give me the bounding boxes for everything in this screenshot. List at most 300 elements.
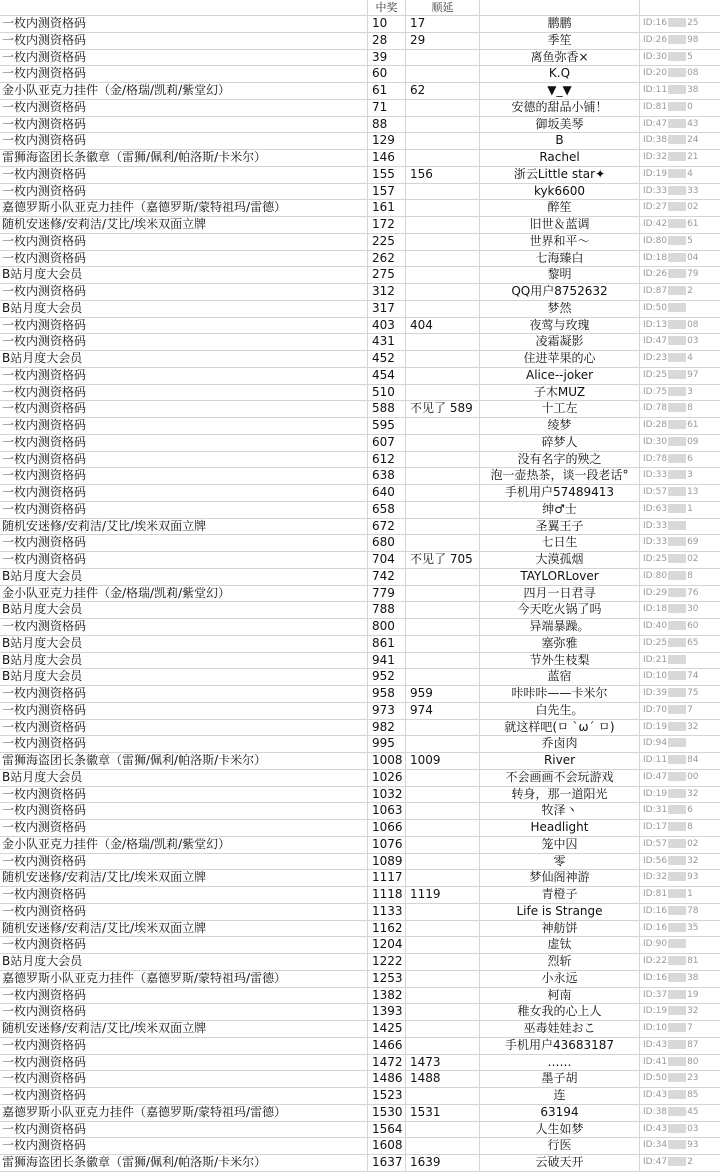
prize-cell: 一枚内测资格码 (0, 535, 368, 551)
table-row (0, 16, 720, 33)
prize-cell: 一枚内测资格码 (0, 167, 368, 183)
redaction-mask (668, 269, 686, 278)
next-number-cell (406, 133, 480, 149)
redaction-mask (668, 1157, 686, 1166)
redaction-mask (668, 805, 686, 814)
id-suffix: 23 (687, 1073, 699, 1084)
user-id-cell (640, 937, 720, 953)
prize-cell: B站月度大会员 (0, 954, 368, 970)
win-number-cell: 1608 (368, 1138, 406, 1154)
next-number-cell (406, 1004, 480, 1020)
table-body (0, 16, 720, 1172)
user-id-cell (640, 1038, 720, 1054)
table-row (0, 418, 720, 435)
win-number-cell: 1530 (368, 1105, 406, 1121)
prize-cell: 一枚内测资格码 (0, 1122, 368, 1138)
table-row (0, 1155, 720, 1172)
table-row (0, 1021, 720, 1038)
username-cell: ▼_▼ (480, 83, 640, 99)
next-number-cell (406, 351, 480, 367)
win-number-cell: 1486 (368, 1071, 406, 1087)
next-number-cell (406, 234, 480, 250)
id-prefix: ID:33 (643, 520, 668, 531)
next-number-cell (406, 301, 480, 317)
next-number-cell (406, 1038, 480, 1054)
user-id-cell (640, 368, 720, 384)
prize-cell: 一枚内测资格码 (0, 284, 368, 300)
user-id-cell (640, 452, 720, 468)
username-cell: 巫毒娃娃おこ (480, 1021, 640, 1037)
id-suffix: 3 (687, 386, 693, 397)
id-prefix: ID:22 (643, 956, 668, 966)
table-row (0, 452, 720, 469)
prize-cell: 金小队亚克力挂件（金/格瑞/凯莉/紫堂幻） (0, 837, 368, 853)
id-prefix: ID:27 (643, 202, 668, 213)
username-cell: 63194 (480, 1105, 640, 1121)
id-prefix: ID:10 (643, 1023, 668, 1033)
redaction-mask (668, 638, 686, 647)
next-number-cell (406, 502, 480, 518)
id-prefix: ID:40 (643, 621, 668, 631)
id-prefix: ID:90 (643, 939, 668, 950)
prize-cell: 一枚内测资格码 (0, 686, 368, 702)
id-prefix: ID:25 (643, 369, 668, 380)
prize-cell: 一枚内测资格码 (0, 787, 368, 803)
username-cell: Life is Strange (480, 904, 640, 920)
user-id-cell (640, 267, 720, 283)
username-cell: 手机用户57489413 (480, 485, 640, 501)
id-prefix: ID:23 (643, 353, 668, 363)
id-suffix: 69 (687, 537, 699, 548)
prize-cell: 一枚内测资格码 (0, 33, 368, 49)
user-id-cell (640, 854, 720, 870)
table-row (0, 301, 720, 318)
prize-cell: 雷狮海盗团长条徽章（雷狮/佩利/帕洛斯/卡米尔） (0, 1155, 368, 1171)
user-id-cell (640, 971, 720, 987)
id-prefix: ID:32 (643, 152, 668, 162)
id-prefix: ID:16 (643, 905, 668, 916)
redaction-mask (668, 1140, 686, 1149)
id-suffix: 5 (687, 51, 693, 62)
id-prefix: ID:38 (643, 1106, 668, 1117)
username-cell: K.Q (480, 66, 640, 82)
username-cell: Alice--joker (480, 368, 640, 384)
win-number-cell: 982 (368, 720, 406, 736)
prize-cell: 一枚内测资格码 (0, 234, 368, 250)
table-row (0, 66, 720, 83)
win-number-cell: 952 (368, 669, 406, 685)
user-id-cell (640, 703, 720, 719)
win-number-cell: 1472 (368, 1055, 406, 1071)
user-id-cell (640, 133, 720, 149)
username-cell: 御坂美琴 (480, 117, 640, 133)
id-prefix: ID:26 (643, 34, 668, 45)
next-number-cell (406, 184, 480, 200)
user-id-cell (640, 837, 720, 853)
username-cell: 手机用户43683187 (480, 1038, 640, 1054)
table-row (0, 736, 720, 753)
next-number-cell (406, 937, 480, 953)
id-suffix: 7 (687, 1023, 693, 1033)
user-id-cell (640, 167, 720, 183)
id-prefix: ID:16 (643, 922, 668, 933)
prize-cell: 一枚内测资格码 (0, 66, 368, 82)
next-number-cell: 974 (406, 703, 480, 719)
user-id-cell (640, 1105, 720, 1121)
next-number-cell (406, 418, 480, 434)
win-number-cell: 1117 (368, 870, 406, 886)
id-suffix: 32 (687, 788, 699, 799)
user-id-cell (640, 33, 720, 49)
table-row (0, 133, 720, 150)
user-id-cell (640, 334, 720, 350)
id-prefix: ID:87 (643, 286, 668, 296)
user-id-cell (640, 535, 720, 551)
table-row (0, 870, 720, 887)
id-suffix: 35 (687, 922, 699, 933)
table-row (0, 33, 720, 50)
id-prefix: ID:78 (643, 453, 668, 464)
user-id-cell (640, 251, 720, 267)
win-number-cell: 680 (368, 535, 406, 551)
redaction-mask (668, 755, 686, 764)
win-number-cell: 638 (368, 468, 406, 484)
prize-cell: 一枚内测资格码 (0, 1038, 368, 1054)
win-number-cell: 742 (368, 569, 406, 585)
prize-cell: 嘉德罗斯小队亚克力挂件（嘉德罗斯/蒙特祖玛/雷德） (0, 200, 368, 216)
username-cell: 神舫饼 (480, 921, 640, 937)
next-number-cell: 156 (406, 167, 480, 183)
redaction-mask (668, 688, 686, 697)
username-cell: 黎明 (480, 267, 640, 283)
prize-cell: B站月度大会员 (0, 770, 368, 786)
table-row (0, 1105, 720, 1122)
table-row (0, 904, 720, 921)
win-number-cell: 704 (368, 552, 406, 568)
id-suffix: 7 (687, 704, 693, 715)
id-suffix: 43 (687, 118, 699, 129)
id-suffix: 0 (687, 101, 693, 112)
id-prefix: ID:43 (643, 1090, 668, 1100)
prize-cell: 随机安迷修/安莉洁/艾比/埃米双面立牌 (0, 217, 368, 233)
user-id-cell (640, 318, 720, 334)
win-number-cell: 1564 (368, 1122, 406, 1138)
user-id-cell (640, 117, 720, 133)
username-cell: 人生如梦 (480, 1122, 640, 1138)
id-suffix: 4 (687, 353, 693, 363)
next-number-cell (406, 1122, 480, 1138)
next-number-cell (406, 368, 480, 384)
table-row (0, 569, 720, 586)
win-number-cell: 779 (368, 586, 406, 602)
win-number-cell: 1133 (368, 904, 406, 920)
user-id-cell (640, 50, 720, 66)
table-row (0, 217, 720, 234)
win-number-cell: 312 (368, 284, 406, 300)
redaction-mask (668, 856, 686, 865)
next-number-cell (406, 452, 480, 468)
id-prefix: ID:47 (643, 118, 668, 129)
table-row (0, 83, 720, 100)
win-number-cell: 88 (368, 117, 406, 133)
prize-cell: 一枚内测资格码 (0, 1088, 368, 1104)
next-number-cell (406, 284, 480, 300)
redaction-mask (668, 1090, 686, 1099)
id-suffix: 33 (687, 185, 699, 196)
username-cell: 小永远 (480, 971, 640, 987)
id-prefix: ID:19 (643, 788, 668, 799)
win-number-cell: 71 (368, 100, 406, 116)
user-id-cell (640, 669, 720, 685)
id-suffix: 21 (687, 152, 699, 162)
id-prefix: ID:75 (643, 386, 668, 397)
win-number-cell: 1066 (368, 820, 406, 836)
username-cell: 云破天开 (480, 1155, 640, 1171)
table-row (0, 803, 720, 820)
id-prefix: ID:33 (643, 470, 668, 481)
prize-cell: 一枚内测资格码 (0, 452, 368, 468)
redaction-mask (668, 1124, 686, 1133)
table-row (0, 334, 720, 351)
id-prefix: ID:63 (643, 503, 668, 514)
username-cell: 塞弥雅 (480, 636, 640, 652)
prize-cell: 雷狮海盗团长条徽章（雷狮/佩利/帕洛斯/卡米尔） (0, 753, 368, 769)
win-number-cell: 155 (368, 167, 406, 183)
next-number-cell: 1531 (406, 1105, 480, 1121)
table-row (0, 385, 720, 402)
username-cell: …… (480, 1055, 640, 1071)
prize-cell: 嘉德罗斯小队亚克力挂件（嘉德罗斯/蒙特祖玛/雷德） (0, 1105, 368, 1121)
table-row (0, 971, 720, 988)
next-number-cell: 不见了 589 (406, 401, 480, 417)
redaction-mask (668, 119, 686, 128)
user-id-cell (640, 1138, 720, 1154)
win-number-cell: 454 (368, 368, 406, 384)
table-row (0, 50, 720, 67)
table-row (0, 502, 720, 519)
username-cell: 住进苹果的心 (480, 351, 640, 367)
win-number-cell: 60 (368, 66, 406, 82)
next-number-cell: 1488 (406, 1071, 480, 1087)
next-number-cell (406, 385, 480, 401)
id-suffix: 2 (687, 1157, 693, 1167)
id-prefix: ID:19 (643, 721, 668, 732)
username-cell: TAYLORLover (480, 569, 640, 585)
next-number-cell (406, 837, 480, 853)
id-prefix: ID:80 (643, 235, 668, 246)
redaction-mask (668, 872, 686, 881)
win-number-cell: 61 (368, 83, 406, 99)
id-suffix: 03 (687, 1123, 699, 1134)
prize-cell: 随机安迷修/安莉洁/艾比/埃米双面立牌 (0, 1021, 368, 1037)
prize-cell: B站月度大会员 (0, 569, 368, 585)
prize-cell: 一枚内测资格码 (0, 820, 368, 836)
username-cell: 柯南 (480, 988, 640, 1004)
win-number-cell: 161 (368, 200, 406, 216)
id-suffix: 8 (687, 822, 693, 832)
username-cell: 蓝宿 (480, 669, 640, 685)
prize-cell: 一枚内测资格码 (0, 552, 368, 568)
table-row (0, 267, 720, 284)
username-cell: 大漠孤烟 (480, 552, 640, 568)
table-row (0, 150, 720, 167)
redaction-mask (668, 1006, 686, 1015)
id-prefix: ID:21 (643, 654, 668, 665)
username-cell: 醉笙 (480, 200, 640, 216)
next-number-cell: 62 (406, 83, 480, 99)
username-cell: 连 (480, 1088, 640, 1104)
next-number-cell (406, 334, 480, 350)
win-number-cell: 431 (368, 334, 406, 350)
redaction-mask (668, 621, 686, 630)
win-number-cell: 595 (368, 418, 406, 434)
id-prefix: ID:56 (643, 855, 668, 866)
user-id-cell (640, 435, 720, 451)
redaction-mask (668, 1040, 686, 1049)
redaction-mask (668, 186, 686, 195)
id-suffix: 76 (687, 587, 699, 598)
id-prefix: ID:33 (643, 537, 668, 548)
prize-cell: 一枚内测资格码 (0, 334, 368, 350)
table-row (0, 1004, 720, 1021)
id-prefix: ID:80 (643, 570, 668, 581)
redaction-mask (668, 722, 686, 731)
username-cell: 烈斩 (480, 954, 640, 970)
next-number-cell (406, 954, 480, 970)
win-number-cell: 607 (368, 435, 406, 451)
id-suffix: 04 (687, 252, 699, 263)
user-id-cell (640, 921, 720, 937)
id-prefix: ID:25 (643, 637, 668, 648)
id-prefix: ID:16 (643, 18, 668, 28)
id-prefix: ID:78 (643, 403, 668, 414)
win-number-cell: 28 (368, 33, 406, 49)
next-number-cell (406, 435, 480, 451)
username-cell: 稚女我的心上人 (480, 1004, 640, 1020)
redaction-mask (668, 487, 686, 496)
prize-cell: 一枚内测资格码 (0, 904, 368, 920)
id-prefix: ID:57 (643, 487, 668, 497)
redaction-mask (668, 822, 686, 831)
user-id-cell (640, 83, 720, 99)
win-number-cell: 1204 (368, 937, 406, 953)
user-id-cell (640, 100, 720, 116)
id-prefix: ID:94 (643, 738, 668, 749)
table-row (0, 234, 720, 251)
table-row (0, 1088, 720, 1105)
prize-cell: 一枚内测资格码 (0, 401, 368, 417)
username-cell: 凌霜凝影 (480, 334, 640, 350)
redaction-mask (668, 1107, 686, 1116)
redaction-mask (668, 1023, 686, 1032)
table-row (0, 602, 720, 619)
redaction-mask (668, 973, 686, 982)
id-suffix: 8 (687, 403, 693, 414)
prize-cell: 一枚内测资格码 (0, 736, 368, 752)
user-id-cell (640, 904, 720, 920)
win-number-cell: 317 (368, 301, 406, 317)
next-number-cell (406, 267, 480, 283)
user-id-cell (640, 401, 720, 417)
win-number-cell: 1026 (368, 770, 406, 786)
win-number-cell: 973 (368, 703, 406, 719)
id-suffix: 78 (687, 905, 699, 916)
win-number-cell: 941 (368, 653, 406, 669)
redaction-mask (668, 303, 686, 312)
redaction-mask (668, 68, 686, 77)
id-prefix: ID:26 (643, 269, 668, 280)
win-number-cell: 800 (368, 619, 406, 635)
redaction-mask (668, 906, 686, 915)
username-cell: 七日生 (480, 535, 640, 551)
id-prefix: ID:17 (643, 822, 668, 832)
username-cell: B (480, 133, 640, 149)
prize-cell: B站月度大会员 (0, 653, 368, 669)
table-row (0, 200, 720, 217)
username-cell: 泡一壶热茶，谈一段老话° (480, 468, 640, 484)
username-cell: 今天吃火锅了吗 (480, 602, 640, 618)
redaction-mask (668, 939, 686, 948)
user-id-cell (640, 385, 720, 401)
prize-cell: 一枚内测资格码 (0, 485, 368, 501)
prize-cell: 一枚内测资格码 (0, 803, 368, 819)
id-prefix: ID:32 (643, 872, 668, 883)
username-cell: 笼中囚 (480, 837, 640, 853)
redaction-mask (668, 889, 686, 898)
id-prefix: ID:34 (643, 1140, 668, 1151)
next-number-cell (406, 217, 480, 233)
table-row (0, 100, 720, 117)
win-number-cell: 452 (368, 351, 406, 367)
table-row (0, 837, 720, 854)
win-number-cell: 861 (368, 636, 406, 652)
user-id-cell (640, 1122, 720, 1138)
win-number-cell: 225 (368, 234, 406, 250)
username-cell: Headlight (480, 820, 640, 836)
table-row (0, 619, 720, 636)
prize-cell: 一枚内测资格码 (0, 50, 368, 66)
next-number-cell (406, 803, 480, 819)
prize-cell: 一枚内测资格码 (0, 887, 368, 903)
user-id-cell (640, 16, 720, 32)
prize-cell: 一枚内测资格码 (0, 184, 368, 200)
table-row (0, 435, 720, 452)
table-row (0, 1071, 720, 1088)
redaction-mask (668, 789, 686, 798)
redaction-mask (668, 320, 686, 329)
id-prefix: ID:70 (643, 704, 668, 715)
id-suffix: 08 (687, 68, 699, 79)
prize-cell: 一枚内测资格码 (0, 16, 368, 32)
table-row (0, 468, 720, 485)
next-number-cell: 1009 (406, 753, 480, 769)
win-number-cell: 1076 (368, 837, 406, 853)
prize-cell: 一枚内测资格码 (0, 1055, 368, 1071)
win-number-cell: 10 (368, 16, 406, 32)
id-suffix: 25 (687, 18, 699, 28)
id-suffix: 61 (687, 420, 699, 430)
win-number-cell: 1118 (368, 887, 406, 903)
id-prefix: ID:31 (643, 805, 668, 816)
redaction-mask (668, 554, 686, 563)
header-user (480, 0, 640, 15)
id-prefix: ID:39 (643, 688, 668, 698)
redaction-mask (668, 202, 686, 211)
user-id-cell (640, 284, 720, 300)
id-prefix: ID:50 (643, 1073, 668, 1084)
prize-cell: 随机安迷修/安莉洁/艾比/埃米双面立牌 (0, 870, 368, 886)
id-prefix: ID:81 (643, 101, 668, 112)
